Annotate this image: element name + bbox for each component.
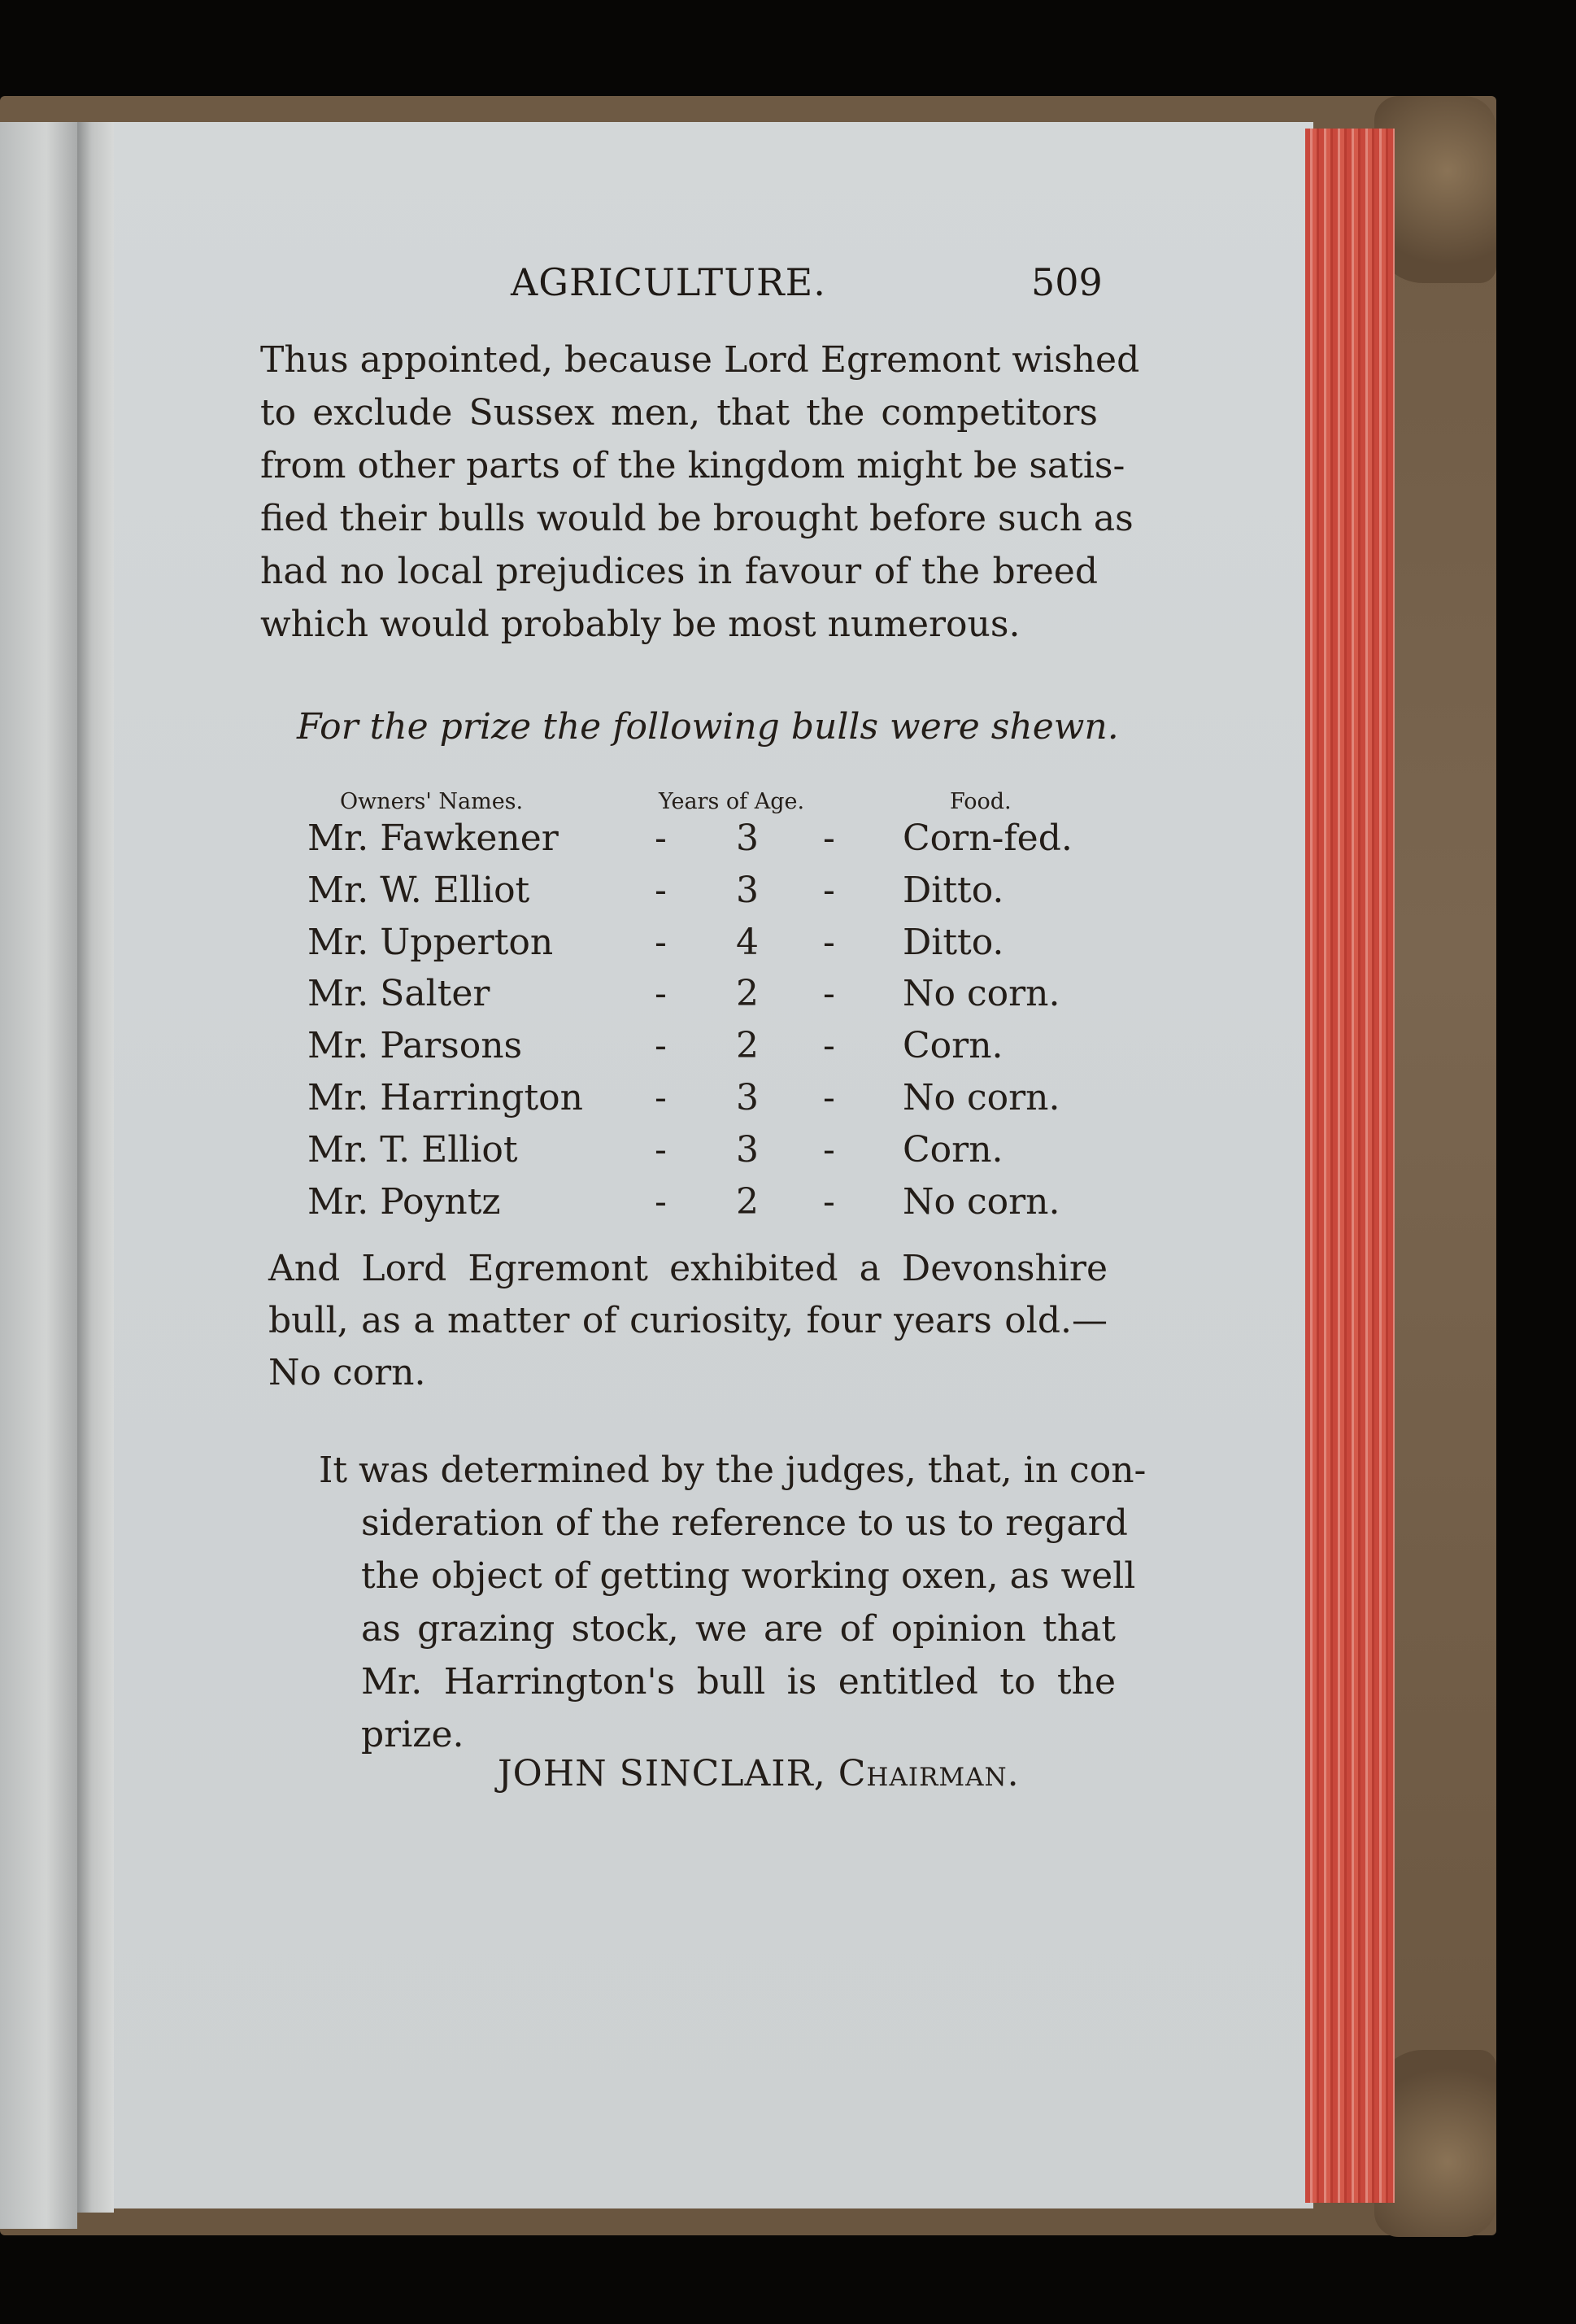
food-value: No corn. [903,1181,1060,1223]
table-caption: For the prize the following bulls were shewn. [297,706,1119,748]
leader-dash: - [823,1129,835,1171]
paragraph-devonshire [268,1243,1108,1399]
leader-dash: - [823,922,835,963]
food-value: Corn. [903,1129,1004,1171]
text-line: It was determined by the judges, that, in con- [319,1450,1147,1491]
text-line: No corn. [268,1352,426,1393]
owner-name: Mr. T. Elliot [307,1129,518,1171]
age-value: 2 [736,973,759,1014]
text-line: which would probably be most numerous. [260,604,1021,645]
leader-dash: - [655,1025,667,1066]
signature-title: Chairman. [838,1753,1020,1794]
column-header-food: Food. [950,789,1012,814]
text-line: the object of getting working oxen, as well [361,1555,1136,1597]
food-value: Ditto. [903,870,1004,911]
leader-dash: - [655,1129,667,1171]
paragraph-judgement [319,1444,1147,1761]
signature-name: JOHN SINCLAIR, [498,1753,826,1794]
paragraph-intro [260,334,1140,651]
text-line: from other parts of the kingdom might be satis- [260,445,1125,486]
running-title: AGRICULTURE. [511,260,826,304]
leader-dash: - [823,870,835,911]
column-header-age: Years of Age. [659,789,805,814]
owner-name: Mr. Poyntz [307,1181,501,1223]
red-page-edges [1305,129,1395,2203]
owner-name: Mr. Salter [307,973,490,1014]
leader-dash: - [823,973,835,1014]
owner-name: Mr. Parsons [307,1025,523,1066]
age-value: 3 [736,1129,759,1171]
page-number: 509 [1031,260,1103,304]
text-line: fied their bulls would be brought before such as [260,498,1134,539]
text-line: Thus appointed, because Lord Egremont wished [260,339,1140,381]
text-line: prize. [361,1714,464,1755]
leader-dash: - [655,870,667,911]
book-gutter [77,122,114,2213]
leader-dash: - [655,922,667,963]
food-value: No corn. [903,973,1060,1014]
age-value: 3 [736,818,759,859]
text-line: And Lord Egremont exhibited a Devonshire [268,1248,1108,1289]
food-value: Ditto. [903,922,1004,963]
leader-dash: - [823,1077,835,1118]
owner-name: Mr. W. Elliot [307,870,530,911]
age-value: 4 [736,922,759,963]
text-line: had no local prejudices in favour of the breed [260,551,1098,592]
leader-dash: - [655,818,667,859]
leader-dash: - [823,818,835,859]
text-line: Mr. Harrington's bull is entitled to the [361,1661,1116,1703]
owner-name: Mr. Fawkener [307,818,559,859]
age-value: 3 [736,870,759,911]
age-value: 3 [736,1077,759,1118]
owner-name: Mr. Upperton [307,922,554,963]
leader-dash: - [655,973,667,1014]
owner-name: Mr. Harrington [307,1077,583,1118]
age-value: 2 [736,1025,759,1066]
leader-dash: - [823,1181,835,1223]
leader-dash: - [823,1025,835,1066]
food-value: Corn-fed. [903,818,1073,859]
facing-page-edge [0,122,77,2229]
column-header-owner: Owners' Names. [340,789,524,814]
signature [498,1753,1020,1794]
food-value: No corn. [903,1077,1060,1118]
page-header [114,260,1313,309]
age-value: 2 [736,1181,759,1223]
text-line: bull, as a matter of curiosity, four years old.— [268,1300,1108,1341]
text-line: sideration of the reference to us to regard [361,1502,1128,1544]
text-line: to exclude Sussex men, that the competitors [260,392,1098,434]
leader-dash: - [655,1181,667,1223]
text-line: as grazing stock, we are of opinion that [361,1608,1116,1650]
leader-dash: - [655,1077,667,1118]
food-value: Corn. [903,1025,1004,1066]
